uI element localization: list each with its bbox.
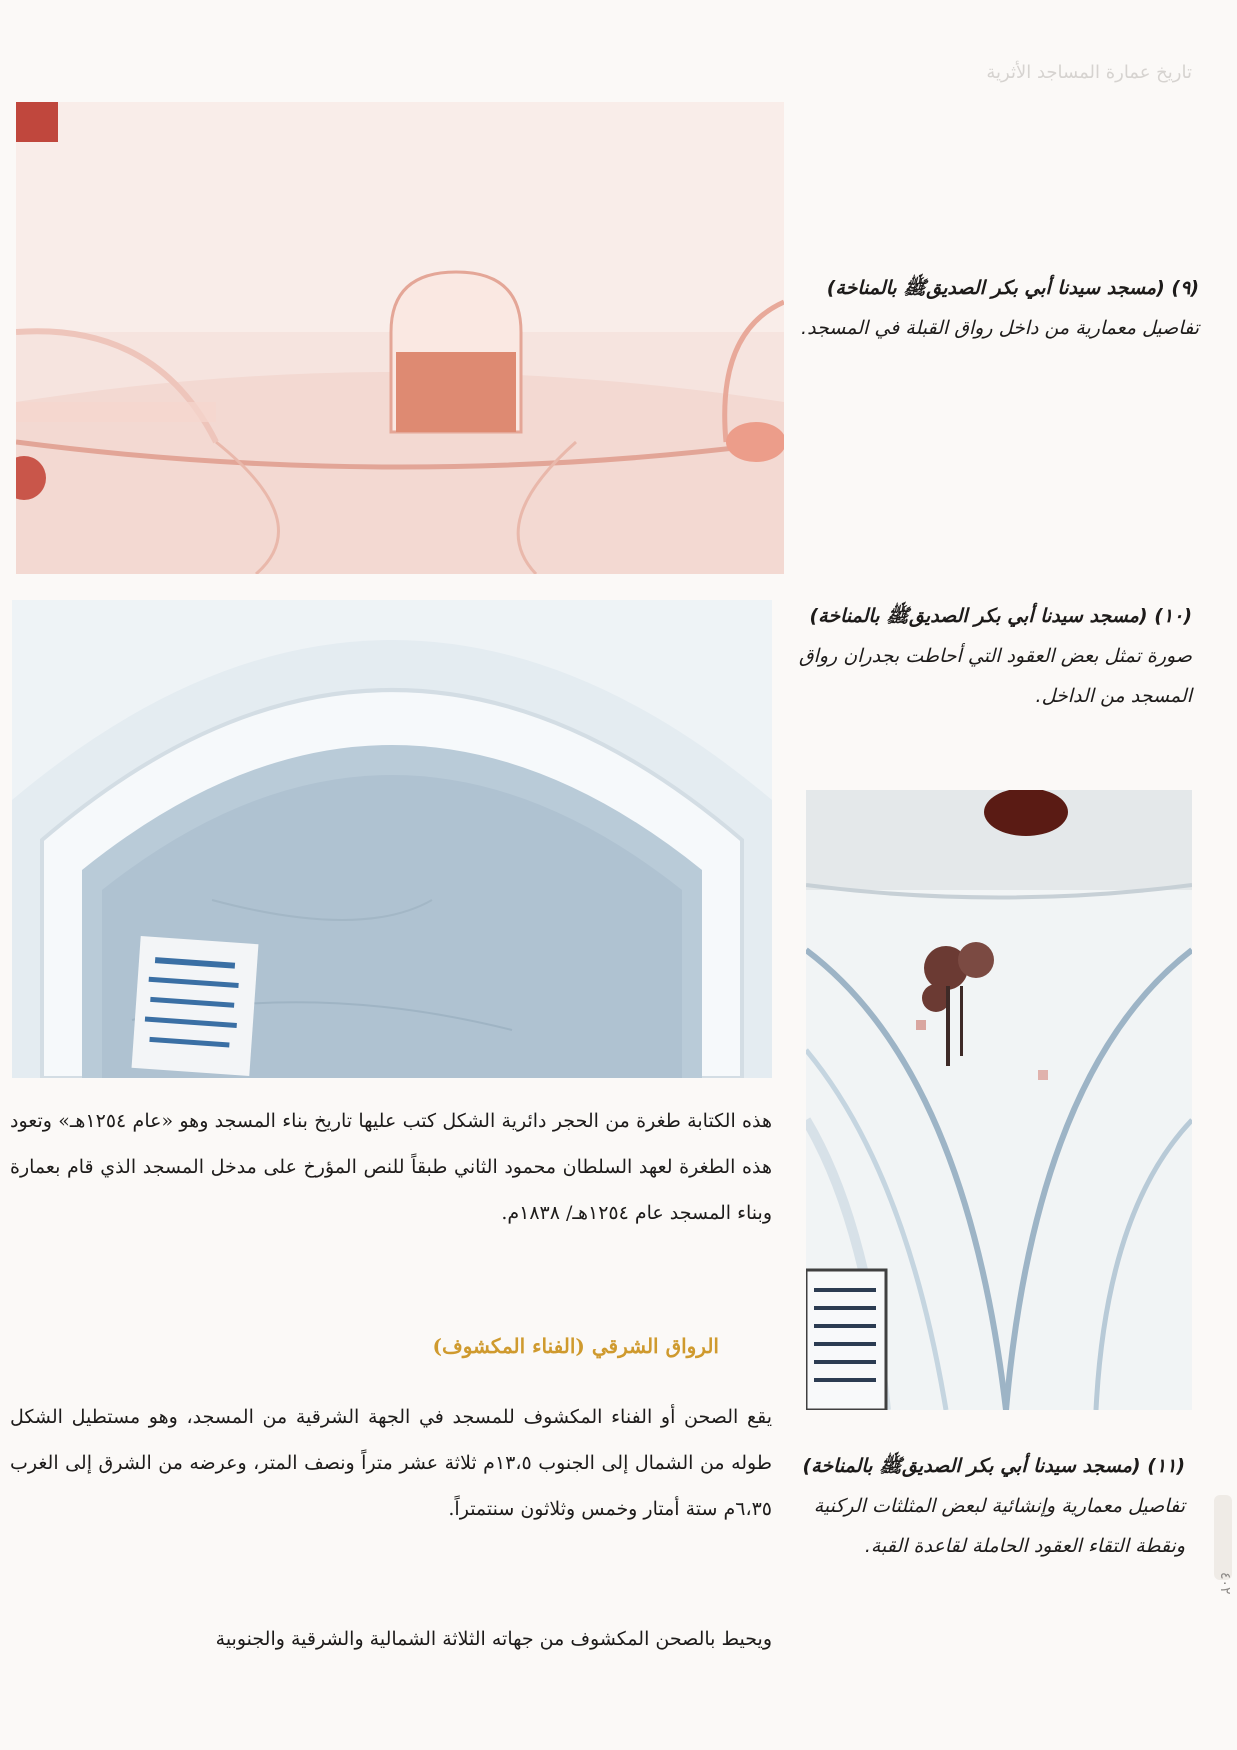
photo-arches-image (12, 600, 772, 1078)
figure-9-caption (794, 268, 1199, 348)
figure-11-title: (١١) (مسجد سيدنا أبي بكر الصديقﷺ بالمناخة) (802, 1455, 1185, 1477)
paragraph-continuation: ويحيط بالصحن المكشوف من جهاته الثلاثة الشمالية والشرقية والجنوبية (215, 1628, 772, 1650)
photo-pendentives-detail (806, 790, 1192, 1410)
section-heading: الرواق الشرقي (الفناء المكشوف) (432, 1334, 719, 1358)
photo-arches-interior (12, 600, 772, 1078)
paragraph-inscription: هذه الكتابة طغرة من الحجر دائرية الشكل كتب عليها تاريخ بناء المسجد وهو «عام ١٢٥٤هـ» وتعود هذه الطغرة لعهد السلطان محمود الثاني طبقاً للنص المؤرخ على مدخل المسجد الذي قام بعمارة وبناء المسجد عام ١٢٥٤هـ/ ١٨٣٨م. (10, 1110, 772, 1224)
photo-qibla-hall-image (16, 102, 784, 574)
figure-9-title: (٩) (مسجد سيدنا أبي بكر الصديقﷺ بالمناخة) (826, 277, 1199, 299)
running-header: تاريخ عمارة المساجد الأثرية (986, 62, 1192, 83)
figure-11-caption (785, 1446, 1185, 1566)
page-edge-mark (1214, 1495, 1232, 1580)
figure-10-title: (١٠) (مسجد سيدنا أبي بكر الصديقﷺ بالمناخة) (809, 605, 1192, 627)
photo-qibla-hall-detail (16, 102, 784, 574)
paragraph-courtyard: يقع الصحن أو الفناء المكشوف للمسجد في الجهة الشرقية من المسجد، وهو مستطيل الشكل طوله من الشمال إلى الجنوب ١٣،٥م ثلاثة عشر متراً ونصف المتر، وعرضه من الشرق إلى الغرب ٦،٣٥م ستة أمتار وخمس وثلاثون سنتمتراً. (10, 1406, 772, 1520)
figure-11-text: تفاصيل معمارية وإنشائية لبعض المثلثات الركنية ونقطة التقاء العقود الحاملة لقاعدة القبة. (813, 1495, 1185, 1557)
figure-9-text: تفاصيل معمارية من داخل رواق القبلة في المسجد. (801, 317, 1199, 339)
figure-10-caption (787, 596, 1192, 716)
photo-pendentives-image (806, 790, 1192, 1410)
figure-10-text: صورة تمثل بعض العقود التي أحاطت بجدران رواق المسجد من الداخل. (798, 645, 1192, 707)
page-number: ٤٠٢ (1217, 1572, 1233, 1595)
